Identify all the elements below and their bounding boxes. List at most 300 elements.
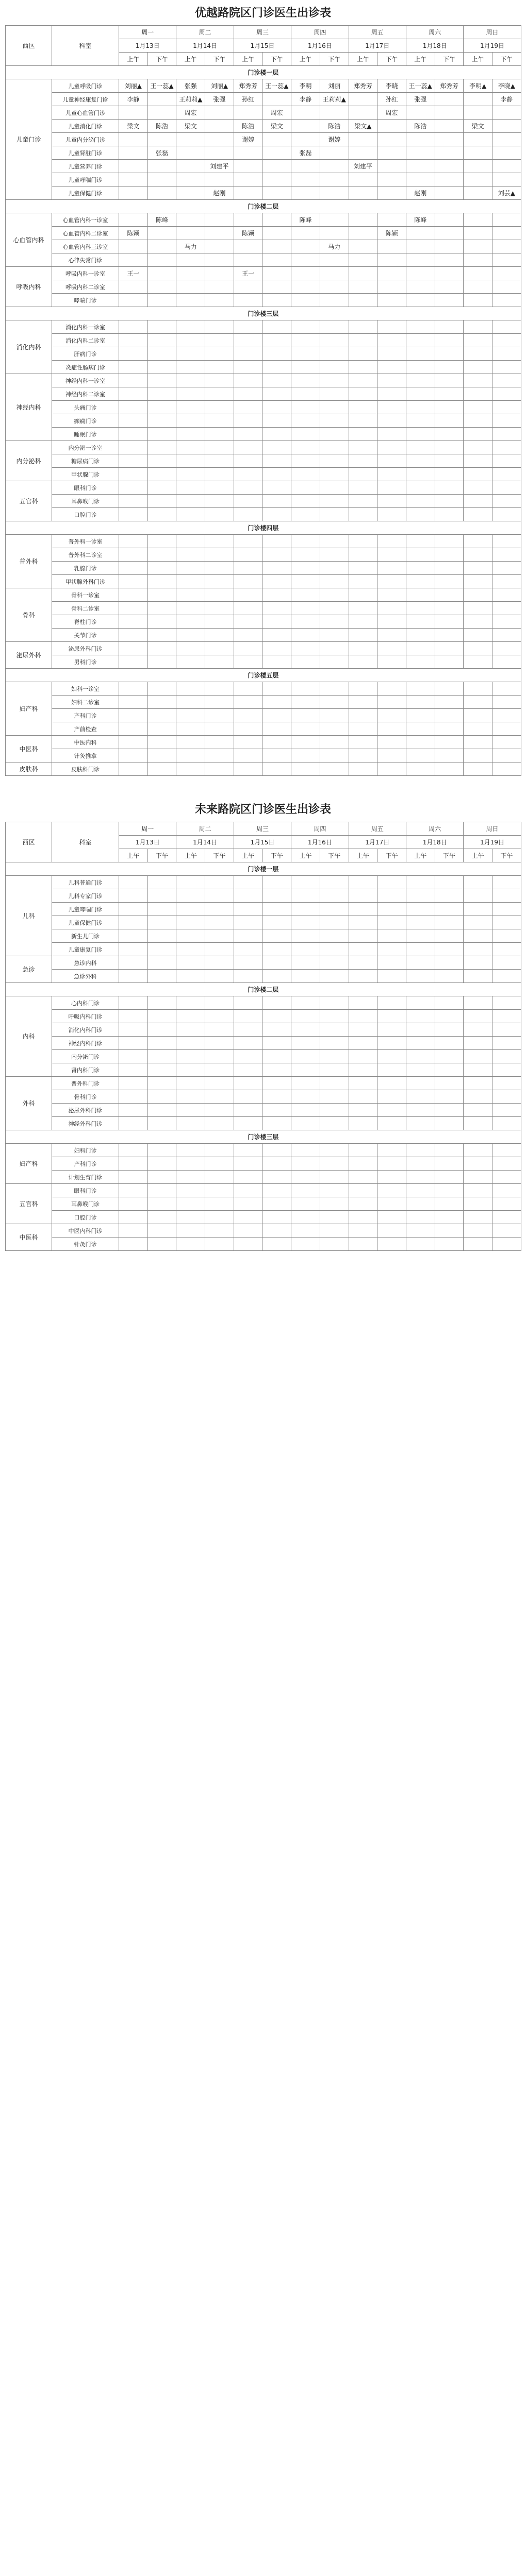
doctor-cell <box>492 996 521 1010</box>
doctor-cell <box>176 414 205 428</box>
room-cell: 普外科二诊室 <box>52 548 119 562</box>
doctor-cell <box>262 970 291 983</box>
table-row <box>6 320 521 334</box>
doctor-cell <box>435 280 464 294</box>
doctor-cell <box>349 996 377 1010</box>
room-cell: 神经内科二诊室 <box>52 387 119 401</box>
doctor-cell <box>377 1050 406 1063</box>
doctor-cell <box>119 602 148 615</box>
doctor-cell <box>320 454 349 468</box>
doctor-cell <box>119 943 148 956</box>
doctor-cell <box>205 401 234 414</box>
doctor-cell <box>291 320 320 334</box>
table-row <box>6 696 521 709</box>
doctor-cell <box>435 722 464 736</box>
doctor-cell <box>176 722 205 736</box>
doctor-cell <box>377 762 406 776</box>
doctor-cell <box>320 160 349 173</box>
doctor-cell <box>349 320 377 334</box>
section-title: 门诊楼五层 <box>6 669 521 682</box>
doctor-cell <box>291 1197 320 1211</box>
header-date: 1月16日 <box>291 39 349 53</box>
doctor-cell <box>147 441 176 454</box>
doctor-cell <box>262 655 291 669</box>
doctor-cell <box>349 709 377 722</box>
doctor-cell <box>464 280 492 294</box>
table-row <box>6 1023 521 1037</box>
doctor-cell <box>349 722 377 736</box>
doctor-cell <box>119 615 148 629</box>
doctor-cell: 张磊 <box>147 146 176 160</box>
doctor-cell <box>147 347 176 361</box>
doctor-cell <box>262 1090 291 1104</box>
doctor-cell <box>262 347 291 361</box>
doctor-cell <box>492 876 521 889</box>
doctor-cell <box>262 508 291 521</box>
doctor-cell <box>119 562 148 575</box>
doctor-cell <box>406 1238 435 1251</box>
table-row <box>6 1010 521 1023</box>
doctor-cell <box>262 361 291 374</box>
doctor-cell: 刘丽▲ <box>205 79 234 93</box>
doctor-cell <box>119 1197 148 1211</box>
doctor-cell <box>377 575 406 588</box>
doctor-cell <box>234 1117 262 1130</box>
doctor-cell <box>262 1238 291 1251</box>
room-cell: 关节门诊 <box>52 629 119 642</box>
room-cell: 普外科一诊室 <box>52 535 119 548</box>
doctor-cell <box>406 280 435 294</box>
doctor-cell <box>406 655 435 669</box>
room-cell: 头痛门诊 <box>52 401 119 414</box>
room-cell: 儿科普通门诊 <box>52 876 119 889</box>
doctor-cell <box>406 749 435 762</box>
doctor-cell <box>435 588 464 602</box>
doctor-cell <box>464 160 492 173</box>
doctor-cell <box>406 401 435 414</box>
doctor-cell <box>377 1104 406 1117</box>
doctor-cell <box>377 615 406 629</box>
doctor-cell <box>147 629 176 642</box>
table-row <box>6 454 521 468</box>
doctor-cell <box>435 1104 464 1117</box>
table-row <box>6 1171 521 1184</box>
header-day: 周日 <box>464 822 521 836</box>
doctor-cell <box>176 709 205 722</box>
doctor-cell <box>320 655 349 669</box>
doctor-cell <box>492 441 521 454</box>
table-row <box>6 361 521 374</box>
doctor-cell <box>377 1117 406 1130</box>
header-am: 上午 <box>119 849 148 862</box>
table-row <box>6 1144 521 1157</box>
doctor-cell <box>205 588 234 602</box>
room-cell: 儿童肾脏门诊 <box>52 146 119 160</box>
doctor-cell <box>349 1117 377 1130</box>
doctor-cell <box>464 347 492 361</box>
header-area: 西区 <box>6 822 52 862</box>
doctor-cell <box>349 1104 377 1117</box>
dept-cell: 心血管内科 <box>6 213 52 267</box>
doctor-cell <box>176 387 205 401</box>
doctor-cell <box>492 1117 521 1130</box>
doctor-cell <box>234 160 262 173</box>
doctor-cell <box>492 1090 521 1104</box>
doctor-cell <box>147 454 176 468</box>
table-row <box>6 401 521 414</box>
doctor-cell <box>492 682 521 696</box>
doctor-cell: 李静 <box>291 93 320 106</box>
doctor-cell <box>320 535 349 548</box>
doctor-cell <box>406 588 435 602</box>
doctor-cell <box>492 736 521 749</box>
doctor-cell <box>435 213 464 227</box>
doctor-cell <box>492 468 521 481</box>
table-row <box>6 655 521 669</box>
doctor-cell <box>119 294 148 307</box>
doctor-cell <box>320 876 349 889</box>
doctor-cell <box>464 1184 492 1197</box>
room-cell: 计划生育门诊 <box>52 1171 119 1184</box>
doctor-cell <box>119 387 148 401</box>
doctor-cell <box>147 468 176 481</box>
doctor-cell <box>320 428 349 441</box>
table-row <box>6 535 521 548</box>
doctor-cell <box>262 253 291 267</box>
doctor-cell <box>349 387 377 401</box>
doctor-cell <box>377 535 406 548</box>
doctor-cell <box>262 1171 291 1184</box>
doctor-cell <box>377 876 406 889</box>
doctor-cell: 梁文 <box>119 120 148 133</box>
doctor-cell <box>291 749 320 762</box>
doctor-cell <box>464 387 492 401</box>
doctor-cell <box>291 253 320 267</box>
doctor-cell <box>377 1077 406 1090</box>
doctor-cell <box>320 267 349 280</box>
doctor-cell <box>377 240 406 253</box>
doctor-cell <box>320 1238 349 1251</box>
dept-cell: 皮肤科 <box>6 762 52 776</box>
doctor-cell <box>435 749 464 762</box>
doctor-cell <box>435 133 464 146</box>
doctor-cell <box>406 347 435 361</box>
doctor-cell <box>262 1117 291 1130</box>
doctor-cell <box>234 996 262 1010</box>
header-pm: 下午 <box>262 53 291 66</box>
doctor-cell: 李静 <box>492 93 521 106</box>
doctor-cell: 张强 <box>176 79 205 93</box>
doctor-cell <box>320 1224 349 1238</box>
doctor-cell <box>262 535 291 548</box>
doctor-cell <box>435 361 464 374</box>
doctor-cell <box>234 575 262 588</box>
doctor-cell <box>377 889 406 903</box>
doctor-cell <box>262 588 291 602</box>
doctor-cell <box>291 615 320 629</box>
room-cell: 儿童哮喘门诊 <box>52 173 119 187</box>
table-row <box>6 387 521 401</box>
header-room: 科室 <box>52 26 119 66</box>
header-pm: 下午 <box>435 849 464 862</box>
room-cell: 睡眠门诊 <box>52 428 119 441</box>
doctor-cell: 王一蕊▲ <box>147 79 176 93</box>
doctor-cell <box>234 146 262 160</box>
doctor-cell <box>262 294 291 307</box>
doctor-cell <box>147 562 176 575</box>
header-pm: 下午 <box>492 53 521 66</box>
table-row <box>6 602 521 615</box>
doctor-cell <box>176 481 205 495</box>
doctor-cell <box>406 1144 435 1157</box>
doctor-cell <box>234 106 262 120</box>
doctor-cell <box>262 629 291 642</box>
doctor-cell <box>406 943 435 956</box>
doctor-cell <box>147 1184 176 1197</box>
doctor-cell <box>147 903 176 916</box>
header-am: 上午 <box>464 849 492 862</box>
table-row <box>6 889 521 903</box>
doctor-cell <box>377 996 406 1010</box>
doctor-cell <box>406 682 435 696</box>
doctor-cell <box>119 347 148 361</box>
table-row <box>6 267 521 280</box>
doctor-cell <box>492 602 521 615</box>
room-cell: 中医内科门诊 <box>52 1224 119 1238</box>
doctor-cell <box>205 347 234 361</box>
doctor-cell <box>464 253 492 267</box>
doctor-cell <box>234 889 262 903</box>
doctor-cell <box>176 575 205 588</box>
table-row <box>6 1090 521 1104</box>
doctor-cell: 李晓▲ <box>492 79 521 93</box>
table-row <box>6 1157 521 1171</box>
doctor-cell <box>377 495 406 508</box>
room-cell: 神经外科门诊 <box>52 1117 119 1130</box>
doctor-cell <box>147 267 176 280</box>
header-day: 周二 <box>176 822 234 836</box>
doctor-cell <box>377 253 406 267</box>
doctor-cell <box>377 173 406 187</box>
doctor-cell <box>435 106 464 120</box>
doctor-cell <box>349 361 377 374</box>
doctor-cell <box>377 320 406 334</box>
doctor-cell <box>205 575 234 588</box>
header-date: 1月14日 <box>176 836 234 849</box>
doctor-cell <box>320 749 349 762</box>
doctor-cell <box>320 173 349 187</box>
doctor-cell <box>234 253 262 267</box>
table-row <box>6 1184 521 1197</box>
doctor-cell <box>349 655 377 669</box>
header-day: 周三 <box>234 26 291 39</box>
table-row <box>6 79 521 93</box>
header-am: 上午 <box>234 849 262 862</box>
header-pm: 下午 <box>147 53 176 66</box>
doctor-cell <box>406 133 435 146</box>
doctor-cell <box>147 889 176 903</box>
section-row <box>6 307 521 320</box>
section-row <box>6 669 521 682</box>
doctor-cell <box>435 227 464 240</box>
doctor-cell <box>406 1197 435 1211</box>
doctor-cell <box>464 1224 492 1238</box>
doctor-cell: 王一蕊▲ <box>406 79 435 93</box>
doctor-cell <box>492 588 521 602</box>
doctor-cell <box>492 642 521 655</box>
doctor-cell: 陈峰 <box>291 213 320 227</box>
table-row <box>6 227 521 240</box>
table-row <box>6 1211 521 1224</box>
table-row <box>6 575 521 588</box>
doctor-cell <box>464 1238 492 1251</box>
dept-cell: 五官科 <box>6 1184 52 1224</box>
room-cell: 糖尿病门诊 <box>52 454 119 468</box>
doctor-cell <box>205 1090 234 1104</box>
room-cell: 妇科一诊室 <box>52 682 119 696</box>
doctor-cell <box>320 916 349 929</box>
dept-cell: 妇产科 <box>6 1144 52 1184</box>
doctor-cell <box>119 160 148 173</box>
doctor-cell <box>205 615 234 629</box>
doctor-cell <box>291 280 320 294</box>
dept-cell: 儿童门诊 <box>6 79 52 200</box>
doctor-cell <box>147 929 176 943</box>
doctor-cell <box>262 1184 291 1197</box>
doctor-cell <box>406 996 435 1010</box>
doctor-cell <box>205 1104 234 1117</box>
doctor-cell <box>291 1090 320 1104</box>
table-row <box>6 682 521 696</box>
doctor-cell <box>349 956 377 970</box>
doctor-cell <box>234 956 262 970</box>
doctor-cell <box>205 696 234 709</box>
doctor-cell <box>119 374 148 387</box>
doctor-cell <box>234 762 262 776</box>
doctor-cell <box>234 943 262 956</box>
doctor-cell <box>435 173 464 187</box>
doctor-cell <box>349 414 377 428</box>
table-row <box>6 160 521 173</box>
doctor-cell <box>176 696 205 709</box>
doctor-cell <box>147 762 176 776</box>
doctor-cell: 王一 <box>119 267 148 280</box>
doctor-cell <box>205 682 234 696</box>
doctor-cell <box>349 762 377 776</box>
header-day: 周六 <box>406 822 463 836</box>
doctor-cell: 郑秀芳 <box>234 79 262 93</box>
doctor-cell <box>349 240 377 253</box>
doctor-cell <box>262 1010 291 1023</box>
doctor-cell: 陈浩 <box>406 120 435 133</box>
doctor-cell <box>435 1211 464 1224</box>
table-row <box>6 749 521 762</box>
room-cell: 口腔门诊 <box>52 508 119 521</box>
header-am: 上午 <box>349 53 377 66</box>
doctor-cell <box>349 294 377 307</box>
doctor-cell <box>234 562 262 575</box>
doctor-cell <box>291 722 320 736</box>
table-row <box>6 736 521 749</box>
doctor-cell <box>320 1197 349 1211</box>
doctor-cell <box>291 414 320 428</box>
doctor-cell <box>262 1144 291 1157</box>
doctor-cell <box>320 1037 349 1050</box>
doctor-cell <box>464 535 492 548</box>
room-cell: 癫痫门诊 <box>52 414 119 428</box>
doctor-cell <box>176 956 205 970</box>
doctor-cell <box>291 642 320 655</box>
room-cell: 急诊内科 <box>52 956 119 970</box>
doctor-cell <box>464 1050 492 1063</box>
doctor-cell <box>119 1184 148 1197</box>
doctor-cell <box>234 548 262 562</box>
doctor-cell <box>464 762 492 776</box>
doctor-cell <box>234 1010 262 1023</box>
doctor-cell <box>377 1063 406 1077</box>
doctor-cell <box>435 970 464 983</box>
doctor-cell <box>492 749 521 762</box>
doctor-cell <box>492 1224 521 1238</box>
doctor-cell <box>349 1238 377 1251</box>
header-pm: 下午 <box>492 849 521 862</box>
room-cell: 产前检查 <box>52 722 119 736</box>
doctor-cell <box>262 562 291 575</box>
doctor-cell <box>377 602 406 615</box>
doctor-cell <box>406 361 435 374</box>
doctor-cell <box>406 956 435 970</box>
doctor-cell <box>119 361 148 374</box>
table-row <box>6 481 521 495</box>
doctor-cell <box>147 1023 176 1037</box>
dept-cell: 泌尿外科 <box>6 642 52 669</box>
doctor-cell: 李晓 <box>377 79 406 93</box>
table-row <box>6 414 521 428</box>
doctor-cell <box>406 1050 435 1063</box>
room-cell: 内分泌一诊室 <box>52 441 119 454</box>
doctor-cell <box>119 722 148 736</box>
doctor-cell <box>234 722 262 736</box>
doctor-cell <box>119 1063 148 1077</box>
doctor-cell <box>262 1037 291 1050</box>
doctor-cell <box>234 401 262 414</box>
room-cell: 心血管内科二诊室 <box>52 227 119 240</box>
doctor-cell <box>205 454 234 468</box>
doctor-cell <box>262 682 291 696</box>
doctor-cell <box>147 655 176 669</box>
doctor-cell <box>492 240 521 253</box>
header-pm: 下午 <box>205 53 234 66</box>
doctor-cell <box>262 267 291 280</box>
doctor-cell <box>320 956 349 970</box>
header-date: 1月13日 <box>119 836 176 849</box>
doctor-cell <box>234 1211 262 1224</box>
section-title: 门诊楼二层 <box>6 983 521 996</box>
table-row <box>6 495 521 508</box>
doctor-cell <box>291 294 320 307</box>
doctor-cell <box>435 929 464 943</box>
doctor-cell <box>147 253 176 267</box>
doctor-cell <box>435 709 464 722</box>
doctor-cell <box>234 1144 262 1157</box>
doctor-cell <box>349 1090 377 1104</box>
table-row <box>6 93 521 106</box>
doctor-cell <box>147 401 176 414</box>
room-cell: 心内科门诊 <box>52 996 119 1010</box>
doctor-cell <box>492 1010 521 1023</box>
doctor-cell <box>349 267 377 280</box>
doctor-cell <box>320 1023 349 1037</box>
